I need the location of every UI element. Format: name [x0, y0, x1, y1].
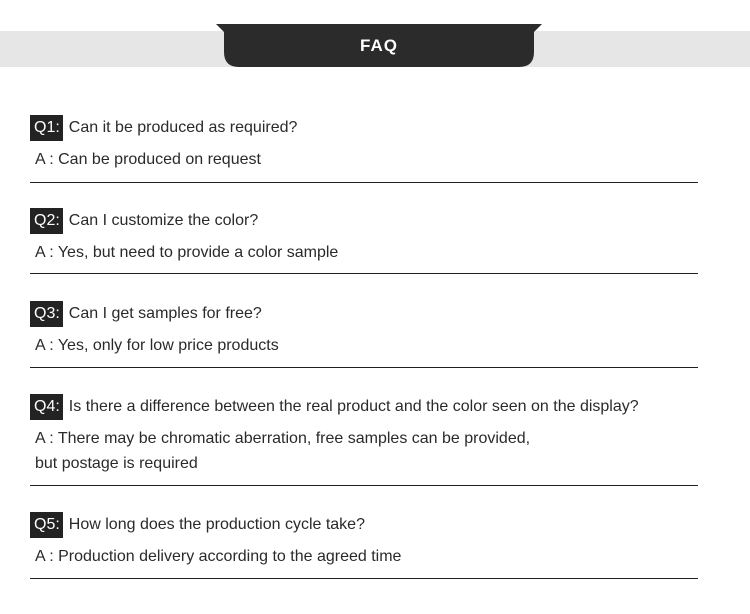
question-line — [30, 115, 698, 141]
question-text: Can I customize the color? — [68, 212, 259, 229]
question-line — [30, 512, 698, 538]
faq-item-2 — [30, 208, 698, 274]
answer-text: A : Production delivery according to the agreed time — [35, 548, 402, 565]
answer-text: A : Yes, only for low price products — [35, 337, 279, 354]
faq-item-5 — [30, 512, 698, 579]
answer-text: A : Yes, but need to provide a color sample — [35, 244, 339, 261]
question-label: Q5: — [30, 512, 63, 538]
question-label: Q2: — [30, 208, 63, 234]
question-line — [30, 394, 698, 420]
question-text: Can it be produced as required? — [68, 119, 298, 136]
faq-item-3 — [30, 301, 698, 368]
question-text: How long does the production cycle take? — [68, 516, 365, 533]
question-label: Q4: — [30, 394, 63, 420]
question-label: Q1: — [30, 115, 63, 141]
question-line — [30, 208, 698, 234]
page-title: FAQ — [360, 36, 398, 55]
answer-text: A : There may be chromatic aberration, free samples can be provided, but postage is required — [35, 430, 531, 472]
question-text: Is there a difference between the real product and the color seen on the display? — [68, 398, 639, 415]
question-text: Can I get samples for free? — [68, 305, 262, 322]
faq-item-4 — [30, 394, 698, 486]
answer-text: A : Can be produced on request — [35, 151, 261, 168]
question-line — [30, 301, 698, 327]
faq-item-1 — [30, 115, 698, 183]
question-label: Q3: — [30, 301, 63, 327]
